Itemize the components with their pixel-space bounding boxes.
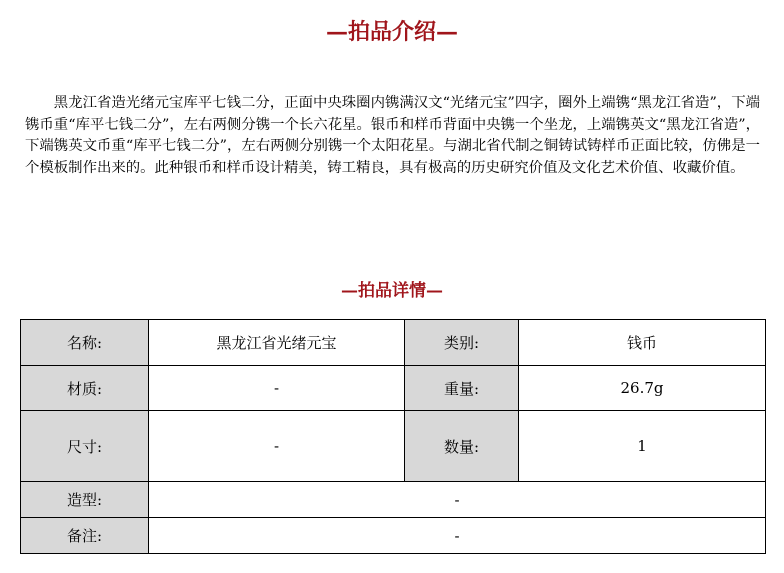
- table-row: [21, 482, 766, 518]
- name-label: 名称:: [21, 320, 149, 366]
- table-row: [21, 518, 766, 554]
- intro-section-title: —拍品介绍—: [325, 19, 458, 45]
- category-value: 钱币: [519, 320, 766, 366]
- shape-label: 造型:: [21, 482, 149, 518]
- size-label: 尺寸:: [21, 411, 149, 482]
- quantity-value: 1: [519, 411, 766, 482]
- material-value: -: [149, 366, 405, 411]
- weight-value: 26.7g: [519, 366, 766, 411]
- table-row: [21, 366, 766, 411]
- weight-label: 重量:: [405, 366, 519, 411]
- remark-label: 备注:: [21, 518, 149, 554]
- name-value: 黑龙江省光绪元宝: [149, 320, 405, 366]
- size-value: -: [149, 411, 405, 482]
- intro-paragraph: 黑龙江省造光绪元宝库平七钱二分，正面中央珠圈内镌满汉文“光绪元宝”四字，圈外上端镌“黑龙江省造”，下端镌币重“库平七钱二分”，左右两侧分镌一个长六花星。银币和样币背面中央镌一个坐龙，上端镌英文“黑龙江省造”，下端镌英文币重“库平七钱二分”，左右两侧分别镌一个太阳花星。与湖北省代制之铜铸试铸样币正面比较，仿佛是一个模板制作出来的。此种银币和样币设计精美，铸工精良，具有极高的历史研究价值及文化艺术价值、收藏价值。: [25, 95, 760, 176]
- quantity-label: 数量:: [405, 411, 519, 482]
- table-row: [21, 411, 766, 482]
- remark-value: -: [149, 518, 766, 554]
- details-section-title: —拍品详情—: [341, 281, 443, 301]
- material-label: 材质:: [21, 366, 149, 411]
- details-table: [20, 319, 766, 554]
- table-row: [21, 320, 766, 366]
- shape-value: -: [149, 482, 766, 518]
- category-label: 类别:: [405, 320, 519, 366]
